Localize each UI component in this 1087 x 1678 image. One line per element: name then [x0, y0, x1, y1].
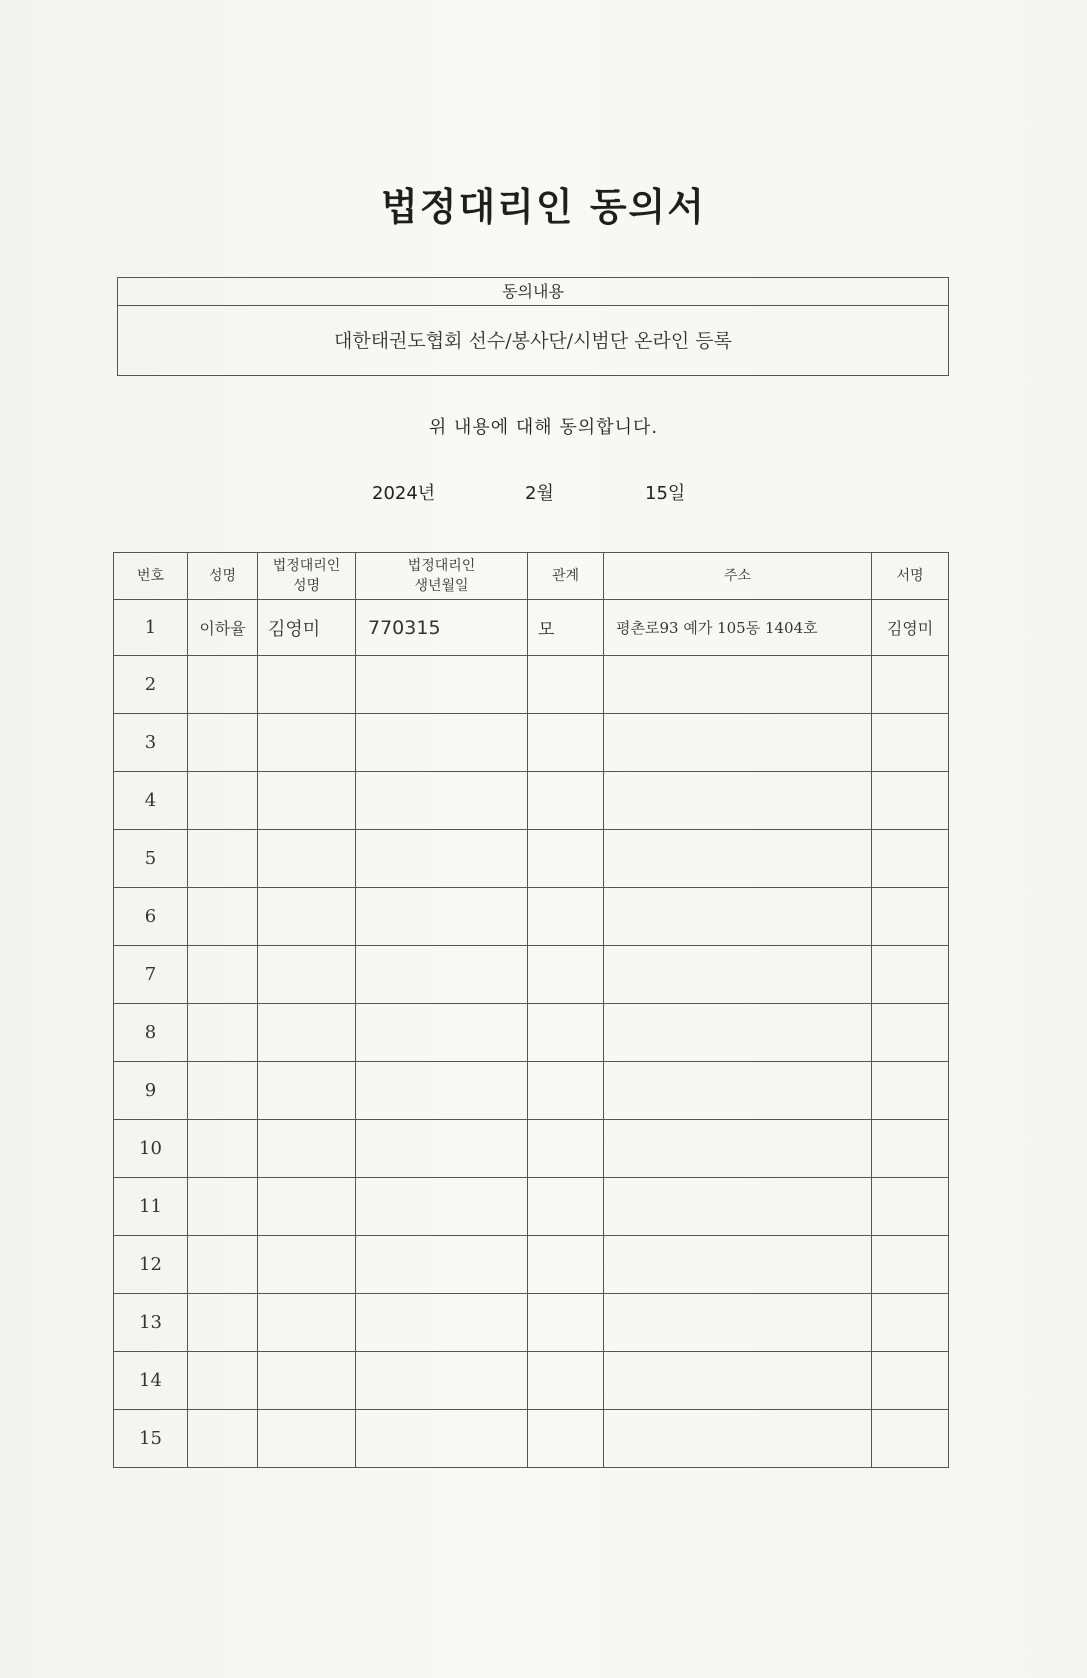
cell-rep-name	[258, 1004, 356, 1062]
cell-rep-birth	[356, 1004, 528, 1062]
cell-signature	[872, 772, 949, 830]
cell-name	[188, 946, 258, 1004]
cell-rep-birth	[356, 888, 528, 946]
cell-rep-birth	[356, 772, 528, 830]
cell-name	[188, 656, 258, 714]
cell-address	[604, 1410, 872, 1468]
cell-name: 이하율	[188, 600, 258, 656]
cell-relation	[528, 1352, 604, 1410]
cell-name	[188, 1352, 258, 1410]
cell-address	[604, 1294, 872, 1352]
table-row	[114, 1062, 949, 1120]
cell-rep-birth	[356, 1120, 528, 1178]
cell-address	[604, 1352, 872, 1410]
signer-table	[113, 552, 949, 1468]
header-no: 번호	[114, 553, 188, 600]
cell-rep-name	[258, 1294, 356, 1352]
cell-relation	[528, 714, 604, 772]
cell-address	[604, 946, 872, 1004]
cell-signature	[872, 1352, 949, 1410]
cell-relation	[528, 656, 604, 714]
cell-name	[188, 1236, 258, 1294]
cell-rep-name	[258, 1120, 356, 1178]
cell-relation	[528, 830, 604, 888]
cell-address	[604, 656, 872, 714]
cell-signature	[872, 946, 949, 1004]
cell-no: 5	[114, 830, 188, 888]
cell-signature	[872, 656, 949, 714]
header-relation: 관계	[528, 553, 604, 600]
cell-rep-birth	[356, 1352, 528, 1410]
table-row	[114, 1178, 949, 1236]
cell-rep-birth	[356, 656, 528, 714]
cell-rep-name	[258, 1236, 356, 1294]
table-row	[114, 1120, 949, 1178]
cell-no: 12	[114, 1236, 188, 1294]
cell-name	[188, 1410, 258, 1468]
cell-signature	[872, 1236, 949, 1294]
cell-signature	[872, 714, 949, 772]
cell-name	[188, 714, 258, 772]
consent-content-header: 동의내용	[118, 278, 948, 306]
table-row	[114, 888, 949, 946]
cell-address	[604, 1062, 872, 1120]
cell-rep-name	[258, 1178, 356, 1236]
cell-rep-name	[258, 656, 356, 714]
consent-content-body: 대한태권도협회 선수/봉사단/시범단 온라인 등록	[333, 330, 732, 352]
cell-no: 1	[114, 600, 188, 656]
cell-no: 14	[114, 1352, 188, 1410]
cell-rep-name	[258, 830, 356, 888]
header-rep-name-line2: 성명	[292, 578, 321, 594]
cell-signature	[872, 1004, 949, 1062]
header-rep-birth	[356, 553, 528, 600]
cell-rep-name	[258, 1410, 356, 1468]
cell-no: 9	[114, 1062, 188, 1120]
cell-address: 평촌로93 예가 105동 1404호	[604, 600, 872, 656]
cell-no: 13	[114, 1294, 188, 1352]
cell-name	[188, 1120, 258, 1178]
cell-rep-birth	[356, 1178, 528, 1236]
table-row	[114, 1410, 949, 1468]
cell-signature	[872, 888, 949, 946]
date-year: 2024년	[372, 483, 436, 504]
cell-name	[188, 1294, 258, 1352]
table-row	[114, 656, 949, 714]
header-rep-birth-line1: 법정대리인	[407, 558, 476, 574]
cell-no: 2	[114, 656, 188, 714]
cell-rep-name	[258, 946, 356, 1004]
table-row	[114, 1352, 949, 1410]
cell-rep-birth	[356, 1062, 528, 1120]
cell-signature	[872, 1410, 949, 1468]
cell-rep-birth	[356, 1410, 528, 1468]
table-row	[114, 714, 949, 772]
cell-name	[188, 830, 258, 888]
header-rep-name	[258, 553, 356, 600]
cell-address	[604, 830, 872, 888]
table-row	[114, 772, 949, 830]
cell-rep-name	[258, 772, 356, 830]
cell-signature	[872, 1062, 949, 1120]
table-header-row	[114, 553, 949, 600]
date-day: 15일	[645, 483, 686, 504]
cell-no: 3	[114, 714, 188, 772]
cell-no: 7	[114, 946, 188, 1004]
cell-rep-birth	[356, 714, 528, 772]
cell-relation	[528, 1294, 604, 1352]
cell-address	[604, 1178, 872, 1236]
cell-relation	[528, 1120, 604, 1178]
table-row	[114, 600, 949, 656]
cell-address	[604, 888, 872, 946]
cell-signature	[872, 1120, 949, 1178]
cell-address	[604, 772, 872, 830]
cell-rep-birth	[356, 1236, 528, 1294]
cell-rep-name	[258, 1062, 356, 1120]
header-name: 성명	[188, 553, 258, 600]
cell-address	[604, 1004, 872, 1062]
cell-relation	[528, 888, 604, 946]
cell-rep-birth: 770315	[356, 600, 528, 656]
cell-relation	[528, 1178, 604, 1236]
cell-rep-name	[258, 888, 356, 946]
cell-address	[604, 714, 872, 772]
cell-signature	[872, 1178, 949, 1236]
table-row	[114, 1294, 949, 1352]
document-title: 법정대리인 동의서	[381, 185, 706, 229]
cell-name	[188, 1062, 258, 1120]
cell-relation	[528, 1004, 604, 1062]
cell-no: 15	[114, 1410, 188, 1468]
cell-no: 11	[114, 1178, 188, 1236]
table-row	[114, 1004, 949, 1062]
cell-relation	[528, 1236, 604, 1294]
header-signature: 서명	[872, 553, 949, 600]
table-row	[114, 830, 949, 888]
cell-relation	[528, 1062, 604, 1120]
table-row	[114, 946, 949, 1004]
cell-address	[604, 1120, 872, 1178]
header-address: 주소	[604, 553, 872, 600]
agreement-statement: 위 내용에 대해 동의합니다.	[428, 417, 659, 438]
cell-rep-name	[258, 714, 356, 772]
cell-name	[188, 888, 258, 946]
date-month: 2월	[525, 483, 554, 504]
header-rep-birth-line2: 생년월일	[414, 578, 469, 594]
cell-no: 6	[114, 888, 188, 946]
cell-rep-birth	[356, 1294, 528, 1352]
cell-signature	[872, 830, 949, 888]
table-row	[114, 1236, 949, 1294]
header-rep-name-line1: 법정대리인	[272, 558, 341, 574]
cell-relation: 모	[528, 600, 604, 656]
consent-content-box	[117, 277, 949, 376]
cell-rep-birth	[356, 830, 528, 888]
cell-rep-birth	[356, 946, 528, 1004]
cell-signature	[872, 1294, 949, 1352]
cell-relation	[528, 946, 604, 1004]
cell-address	[604, 1236, 872, 1294]
cell-name	[188, 1004, 258, 1062]
cell-relation	[528, 1410, 604, 1468]
cell-name	[188, 772, 258, 830]
cell-name	[188, 1178, 258, 1236]
cell-signature: 김영미	[872, 600, 949, 656]
cell-no: 10	[114, 1120, 188, 1178]
cell-rep-name: 김영미	[258, 600, 356, 656]
cell-rep-name	[258, 1352, 356, 1410]
cell-relation	[528, 772, 604, 830]
cell-no: 8	[114, 1004, 188, 1062]
cell-no: 4	[114, 772, 188, 830]
